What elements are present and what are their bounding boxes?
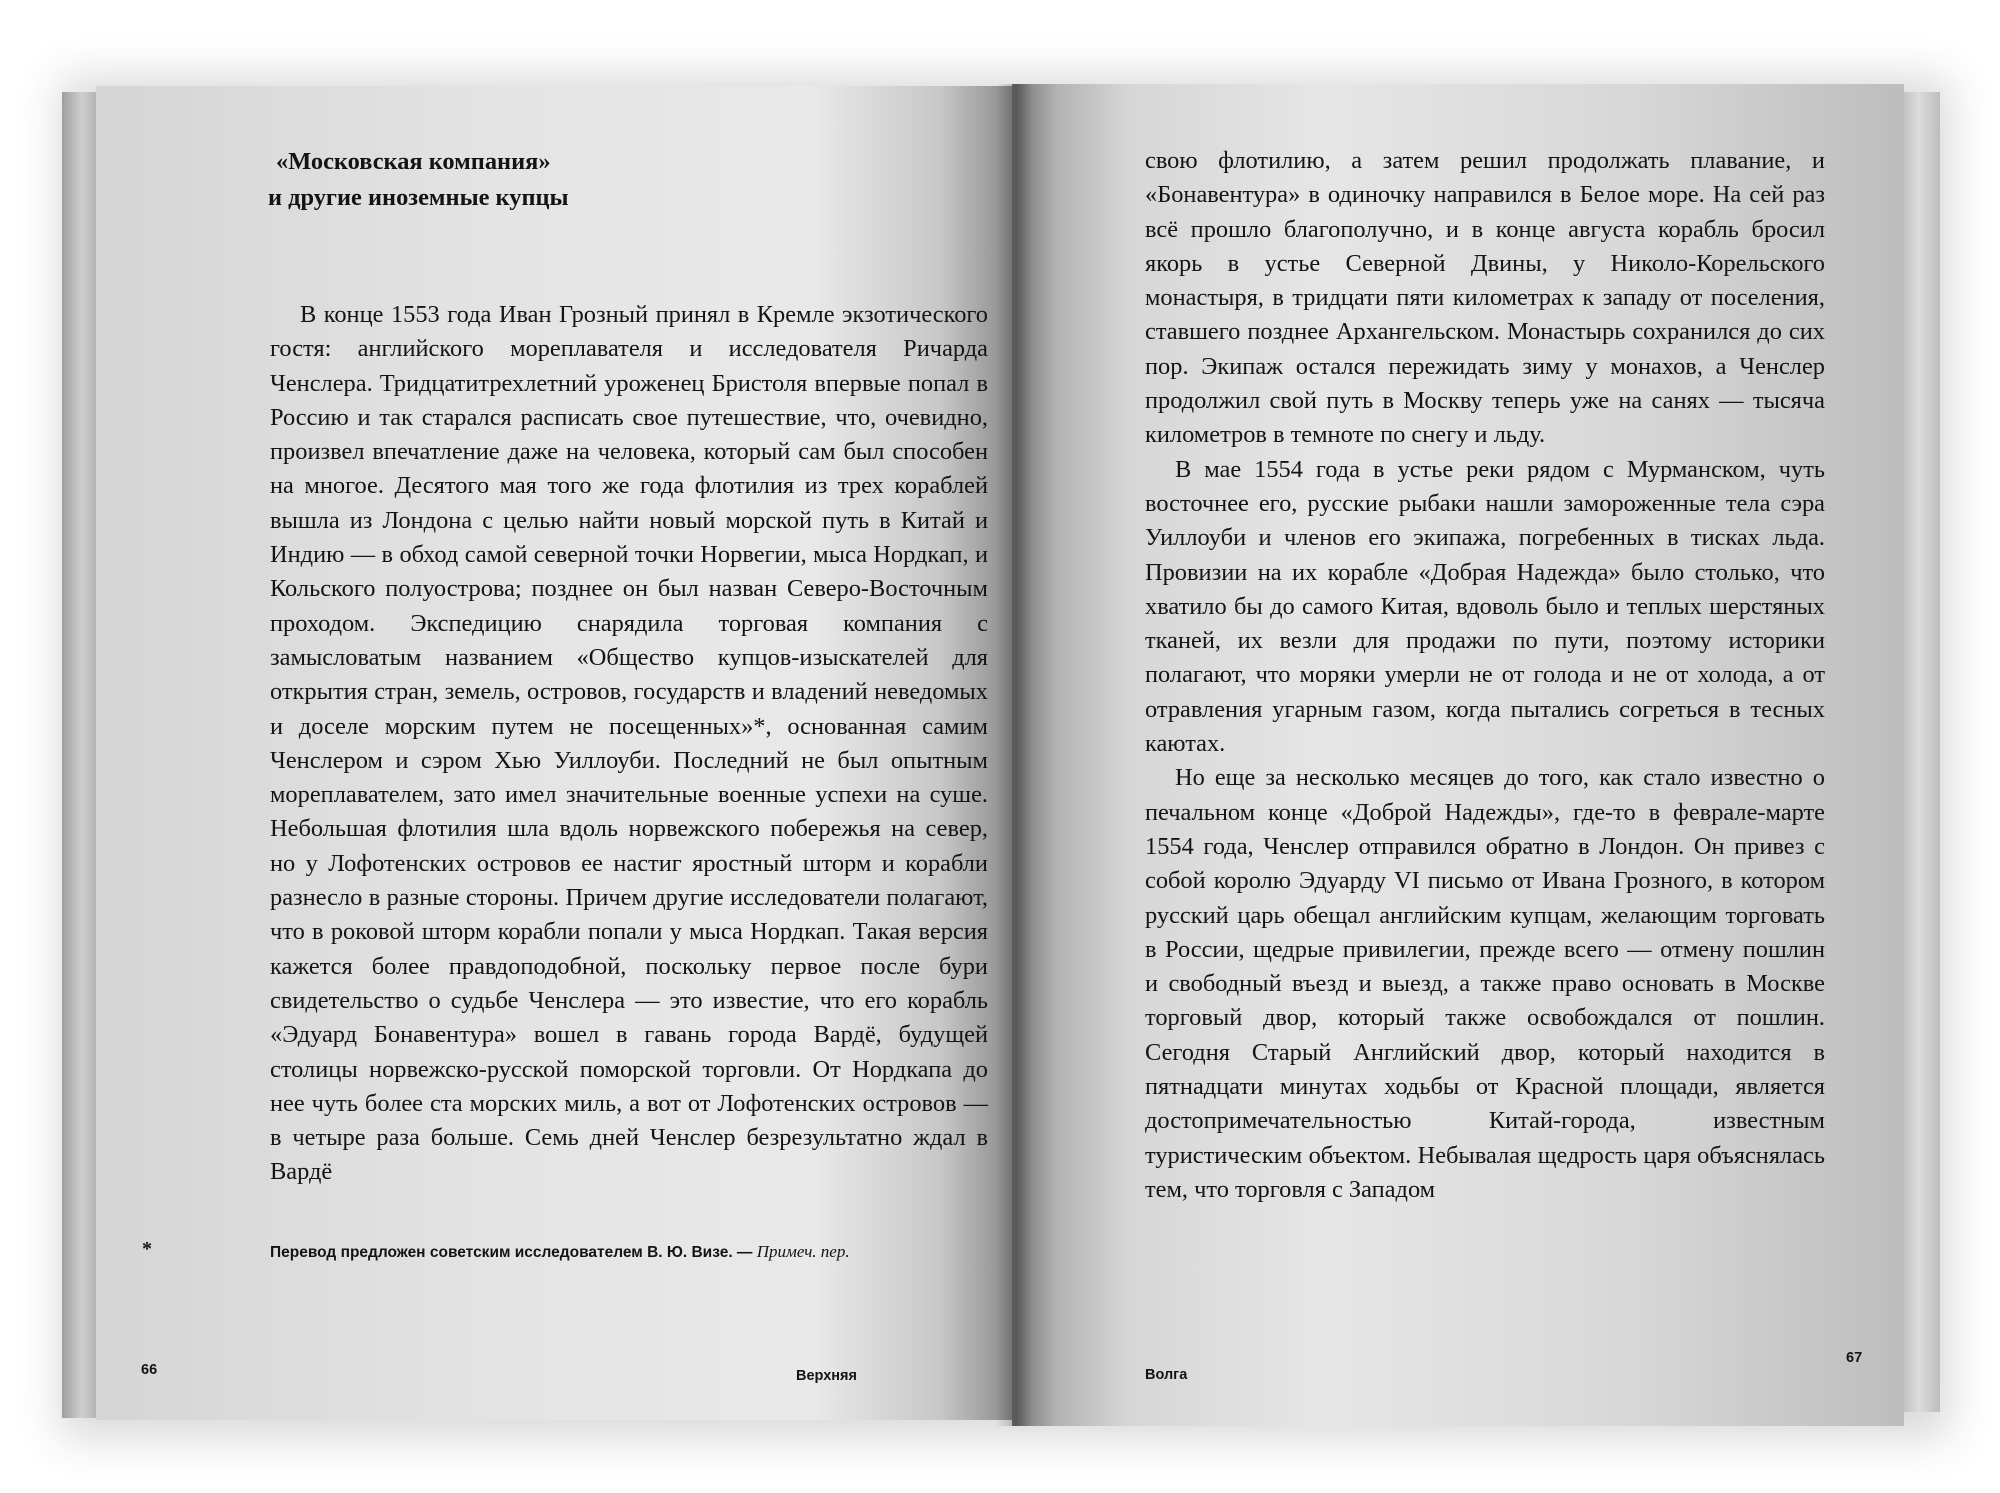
footnote-mark: * (142, 1238, 152, 1260)
paragraph: В мае 1554 года в устье реки рядом с Мурманском, чуть восточнее его, русские рыбаки нашли замороженные тела сэра Уиллоуби и членов его экипажа, погребенных в тисках льда. Провизии на их корабле «Добрая Надежда» было столько, что хватило бы до самого Китая, вдоволь было и теплых шерстяных тканей, их везли для продажи по пути, поэтому историки полагают, что моряки умерли не от голода и не от холода, а от отравления угарным газом, когда пытались согреться в тесных каютах. (1145, 455, 1825, 758)
footnote-text: Перевод предложен советским исследователем В. Ю. Визе. — (270, 1244, 753, 1261)
page-edges-right (1898, 92, 1940, 1412)
paragraph: В конце 1553 года Иван Грозный принял в Кремле экзотического гостя: английского мореплавателя и исследователя Ричарда Ченслера. Тридцатитрехлетний уроженец Бристоля впервые попал в Россию и так старался расписать свое путешествие, что, очевидно, произвел впечатление даже на человека, который сам был способен на многое. Десятого мая того же года флотилия из трех кораблей вышла из Лондона с целью найти новый морской путь в Китай и Индию — в обход самой северной точки Норвегии, мыса Нордкап, и Кольского полуострова; позднее он был назван Северо-Восточным проходом. Экспедицию снарядила торговая компания с замысловатым названием «Общество купцов-изыскателей для открытия стран, земель, островов, государств и владений неведомых и доселе морским путем не посещенных»*, основанная самим Ченслером и сэром Хью Уиллоуби. Последний не был опытным мореплавателем, зато имел значительные военные успехи на суше. Небольшая флотилия шла вдоль норвежского побережья на север, но у Лофотенских островов ее настиг яростный шторм и корабли разнесло в разные стороны. Причем другие исследователи полагают, что в роковой шторм корабли попали у мыса Нордкап. Такая версия кажется более правдоподобной, поскольку первое после бури свидетельство о судьбе Ченслера — это известие, что его корабль «Эдуард Бонавентура» вошел в гавань города Вардё, будущей столицы норвежско-русской поморской торговли. От Нордкапа до нее чуть более ста морских миль, а вот от Лофотенских островов — в четыре раза больше. Семь дней Ченслер безрезультатно ждал в Вардё (270, 301, 988, 1186)
page-number-left: 66 (141, 1362, 158, 1378)
left-body-text (270, 298, 988, 1190)
paragraph: Но еще за несколько месяцев до того, как стало известно о печальном конце «Доброй Надежды», где-то в феврале-марте 1554 года, Ченслер отправился обратно в Лондон. Он привез с собой королю Эдуарду VI письмо от Ивана Грозного, в котором русский царь обещал английским купцам, желающим торговать в России, щедрые привилегии, прежде всего — отмену пошлин и свободный въезд и выезд, а также право основать в Москве торговый двор, который также освобождался от пошлин. Сегодня Старый Английский двор, который находится в пятнадцати минутах ходьбы от Красной площади, является достопримечательностью Китай-города, известным туристическим объектом. Небывалая щедрость царя объяснялась тем, что торговля с Западом (1145, 764, 1825, 1203)
left-page (96, 86, 1014, 1420)
running-head-left: Верхняя (796, 1368, 857, 1384)
heading-line-1: «Московская компания» (276, 148, 551, 175)
book-gutter (996, 84, 1032, 1426)
paragraph-continuation: свою флотилию, а затем решил продолжать плавание, и «Бонавентура» в одиночку направился в Белое море. На сей раз всё прошло благополучно, и в конце августа корабль бросил якорь в устье Северной Двины, у Николо-Корельского монастыря, в тридцати пяти километрах к западу от поселения, ставшего позднее Архангельском. Монастырь сохранился до сих пор. Экипаж остался пережидать зиму у монахов, а Ченслер продолжил свой путь в Москву теперь уже на санях — тысяча километров в темноте по снегу и льду. (1145, 147, 1825, 449)
running-head-right: Волга (1145, 1367, 1188, 1383)
right-page (1012, 84, 1904, 1426)
footnote (270, 1242, 990, 1263)
heading-line-2: и другие иноземные купцы (268, 184, 569, 211)
footnote-note: Примеч. пер. (756, 1242, 850, 1261)
page-number-right: 67 (1846, 1350, 1863, 1366)
right-body-text (1145, 144, 1825, 1207)
chapter-heading (268, 144, 569, 216)
